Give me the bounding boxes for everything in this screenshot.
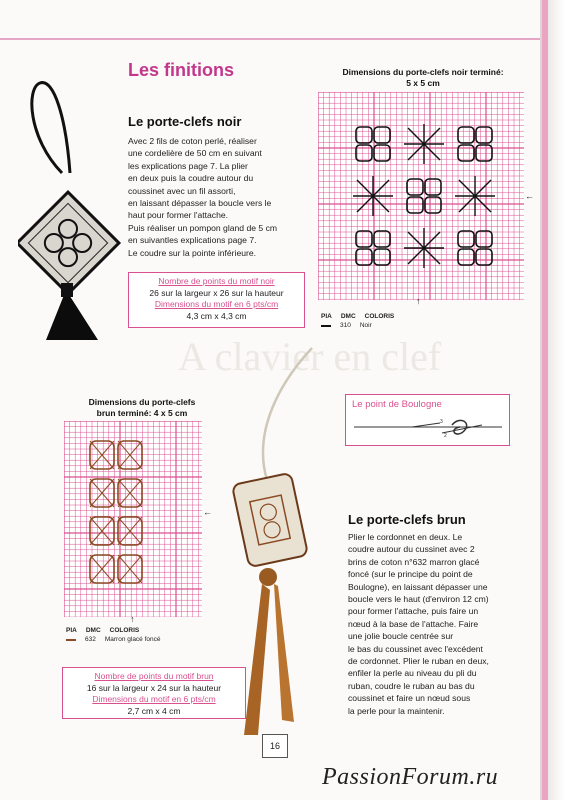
brown-keychain-illustration <box>222 340 332 740</box>
boulogne-stitch-diagram <box>352 415 504 443</box>
brun-chart-caption: Dimensions du porte-clefs brun terminé: 4 x 5 cm <box>88 397 196 418</box>
brun-color-legend: PIA DMC COLORIS 632 Marron glacé foncé <box>66 627 161 643</box>
noir-points-label: Nombre de points du motif noir <box>158 276 275 286</box>
noir-motif-knot <box>407 179 441 213</box>
brun-instructions: Plier le cordonnet en deux. Le coudre autour du cussinet avec 2 brins de coton n°632 marron glacé foncé (sur le principe du point de Boulogne), en laissant dépasser une boucle vers le haut (d'environ 12 cm) pour former l'attache, puis faire un nœud à la base de l'attache. Faire une jolie boucle centrée sur le bas du coussinet avec l'excédent de cordonnet. Plier le ruban en deux, enfiler la perle au niveau du pli du ruban, coudre le ruban au bas du coussinet et faire un nœud sous la perle pour la maintenir. <box>348 532 489 716</box>
noir-motif-cross <box>404 124 444 164</box>
noir-center-arrow-right: ← <box>525 191 534 201</box>
page-number: 16 <box>262 734 288 758</box>
brun-points-label: Nombre de points du motif brun <box>94 671 214 681</box>
brun-center-arrow-bottom: ↑ <box>130 614 135 624</box>
brun-points-value: 16 sur la largeur x 24 sur la hauteur <box>86 682 222 693</box>
svg-text:2: 2 <box>444 433 447 439</box>
brun-dims-value: 2,7 cm x 4 cm <box>127 705 181 716</box>
brun-info-box <box>62 667 246 719</box>
noir-heading: Le porte-clefs noir <box>128 114 242 129</box>
noir-cross-stitch-chart <box>318 92 524 300</box>
noir-motif-cross <box>353 176 393 216</box>
noir-center-arrow-bottom: ↑ <box>416 296 421 306</box>
noir-instructions: Avec 2 fils de coton perlé, réaliser une cordelière de 50 cm en suivant les explications page 7. La plier en deux puis la coudre autour du coussinet avec un fil assorti, en laissant dépasser la boucle vers le haut pour former l'attache. Puis réaliser un pompon gland de 5 cm en suivantles explications page 7. Le coudre sur la pointe inférieure. <box>128 136 278 258</box>
brun-dims-label: Dimensions du motif en 6 pts/cm <box>92 694 216 704</box>
noir-motif-knot <box>356 127 390 161</box>
noir-dims-value: 4,3 cm x 4,3 cm <box>186 310 247 321</box>
svg-text:3: 3 <box>440 419 443 425</box>
boulogne-label: Le point de Boulogne <box>352 399 442 410</box>
noir-dims-label: Dimensions du motif en 6 pts/cm <box>154 299 279 309</box>
noir-motif-cross <box>404 228 444 268</box>
brun-legend-swatch <box>66 639 76 641</box>
page-title: Les finitions <box>128 60 235 80</box>
page-binding-edge <box>540 0 565 800</box>
noir-points-value: 26 sur la largeur x 26 sur la hauteur <box>149 287 284 298</box>
noir-color-legend: PIA DMC COLORIS 310 Noir <box>321 313 395 329</box>
faded-background-text: A clavier en clef <box>178 334 442 379</box>
top-rule <box>0 38 540 40</box>
site-watermark: PassionForum.ru <box>322 764 499 790</box>
noir-chart-caption: Dimensions du porte-clefs noir terminé: 5 x 5 cm <box>342 67 504 88</box>
boulogne-stitch-box <box>345 394 510 446</box>
brun-heading: Le porte-clefs brun <box>348 512 466 527</box>
brun-center-arrow-right: ← <box>203 507 212 517</box>
noir-legend-swatch <box>321 325 331 327</box>
brun-cross-stitch-chart <box>64 421 202 617</box>
black-keychain-illustration <box>18 78 128 353</box>
noir-info-box <box>128 272 305 328</box>
noir-motif-cross <box>455 176 495 216</box>
